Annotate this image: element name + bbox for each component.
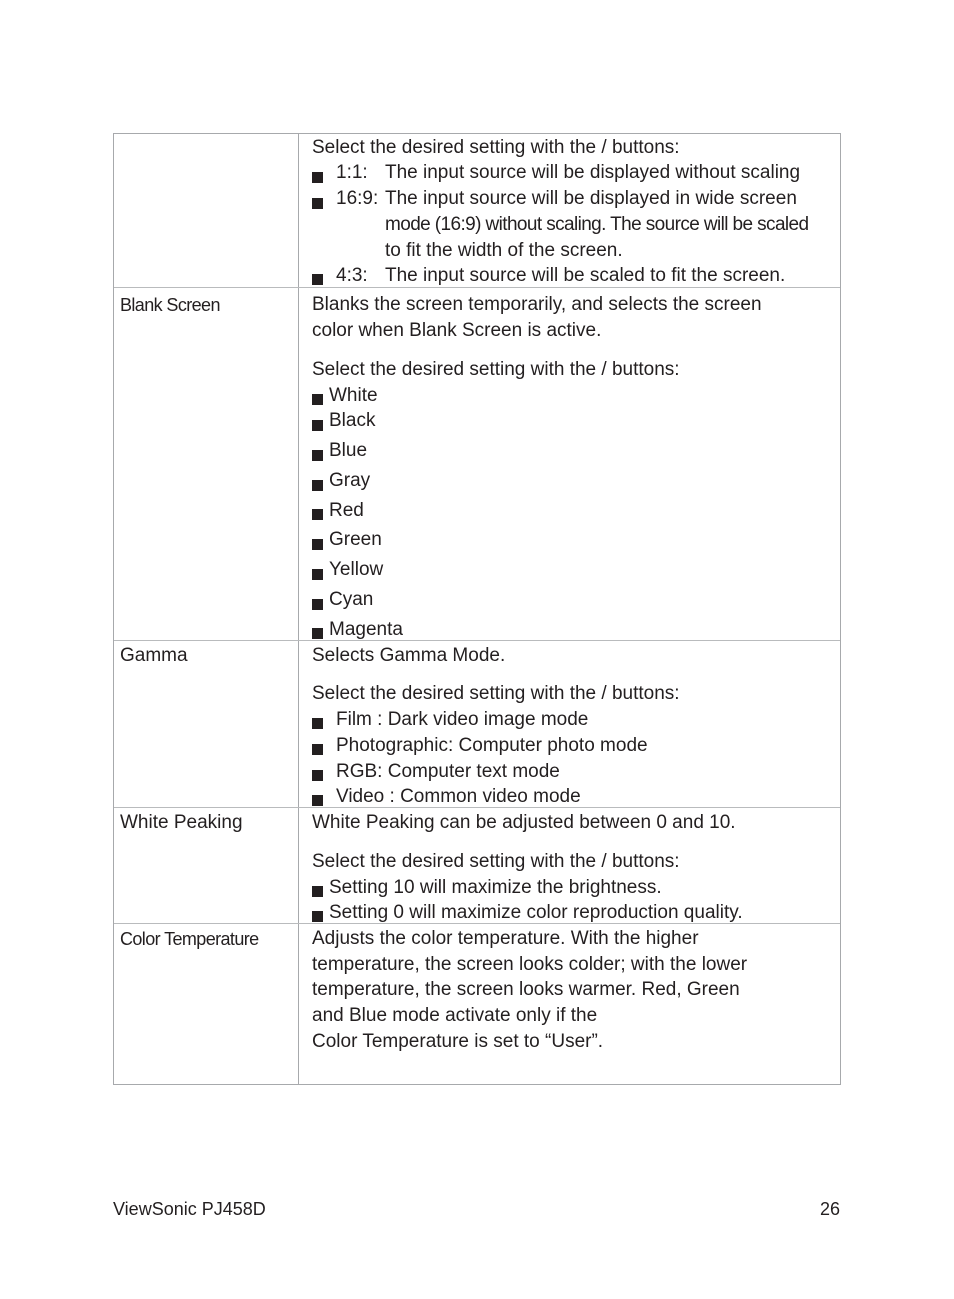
colortemp-line: Adjusts the color temperature. With the higher [312, 928, 699, 949]
page-number: 26 [820, 1199, 841, 1219]
blank-option: White [329, 385, 378, 406]
aspect-text: The input source will be scaled to fit the screen. [385, 265, 786, 286]
bullet-icon [312, 795, 323, 806]
colortemp-line: temperature, the screen looks warmer. Red, Green [312, 979, 740, 1000]
blank-desc: Blanks the screen temporarily, and selects the screen [312, 294, 762, 315]
peaking-intro: Select the desired setting with the / buttons: [312, 851, 680, 872]
bullet-icon [312, 770, 323, 781]
blank-desc: color when Blank Screen is active. [312, 320, 602, 341]
peaking-option: Setting 0 will maximize color reproduction quality. [329, 902, 743, 923]
blank-screen-label: Blank Screen [120, 295, 220, 315]
bullet-icon [312, 172, 323, 183]
bullet-icon [312, 599, 323, 610]
colortemp-line: Color Temperature is set to “User”. [312, 1031, 604, 1052]
footer-model: ViewSonic PJ458D [113, 1199, 266, 1219]
bullet-icon [312, 744, 323, 755]
blank-option: Green [329, 529, 382, 550]
bullet-icon [312, 911, 323, 922]
blank-intro: Select the desired setting with the / buttons: [312, 359, 680, 380]
blank-option: Black [329, 410, 376, 431]
blank-option: Red [329, 500, 364, 521]
bullet-icon [312, 394, 323, 405]
colortemp-line: and Blue mode activate only if the [312, 1005, 598, 1026]
blank-option: Blue [329, 440, 368, 461]
gamma-option: Photographic: Computer photo mode [336, 735, 648, 756]
aspect-key: 1:1: [336, 162, 368, 183]
bullet-icon [312, 886, 323, 897]
column-divider [298, 134, 299, 1084]
white-peaking-label: White Peaking [120, 812, 243, 833]
gamma-label: Gamma [120, 645, 188, 666]
peaking-option: Setting 10 will maximize the brightness. [329, 877, 662, 898]
bullet-icon [312, 539, 323, 550]
bullet-icon [312, 718, 323, 729]
blank-option: Magenta [329, 619, 403, 640]
blank-option: Yellow [329, 559, 384, 580]
aspect-key: 4:3: [336, 265, 368, 286]
aspect-key: 16:9: [336, 188, 379, 209]
colortemp-line: temperature, the screen looks colder; with the lower [312, 954, 748, 975]
aspect-intro: Select the desired setting with the / buttons: [312, 137, 680, 158]
aspect-text-cont: to fit the width of the screen. [385, 240, 623, 261]
aspect-text-cont: mode (16:9) without scaling. The source will be scaled [385, 214, 809, 235]
aspect-text: The input source will be displayed in wide screen [385, 188, 797, 209]
bullet-icon [312, 274, 323, 285]
bullet-icon [312, 420, 323, 431]
blank-option: Cyan [329, 589, 374, 610]
gamma-desc: Selects Gamma Mode. [312, 645, 506, 666]
aspect-text: The input source will be displayed without scaling [385, 162, 801, 183]
row-divider [114, 287, 840, 288]
row-divider [114, 640, 840, 641]
bullet-icon [312, 628, 323, 639]
bullet-icon [312, 198, 323, 209]
gamma-intro: Select the desired setting with the / buttons: [312, 683, 680, 704]
gamma-option: Film : Dark video image mode [336, 709, 589, 730]
blank-option: Gray [329, 470, 371, 491]
bullet-icon [312, 569, 323, 580]
bullet-icon [312, 480, 323, 491]
settings-table [113, 133, 841, 1085]
peaking-desc: White Peaking can be adjusted between 0 and 10. [312, 812, 736, 833]
bullet-icon [312, 509, 323, 520]
bullet-icon [312, 450, 323, 461]
gamma-option: Video : Common video mode [336, 786, 581, 807]
color-temperature-label: Color Temperature [120, 929, 259, 949]
gamma-option: RGB: Computer text mode [336, 761, 560, 782]
